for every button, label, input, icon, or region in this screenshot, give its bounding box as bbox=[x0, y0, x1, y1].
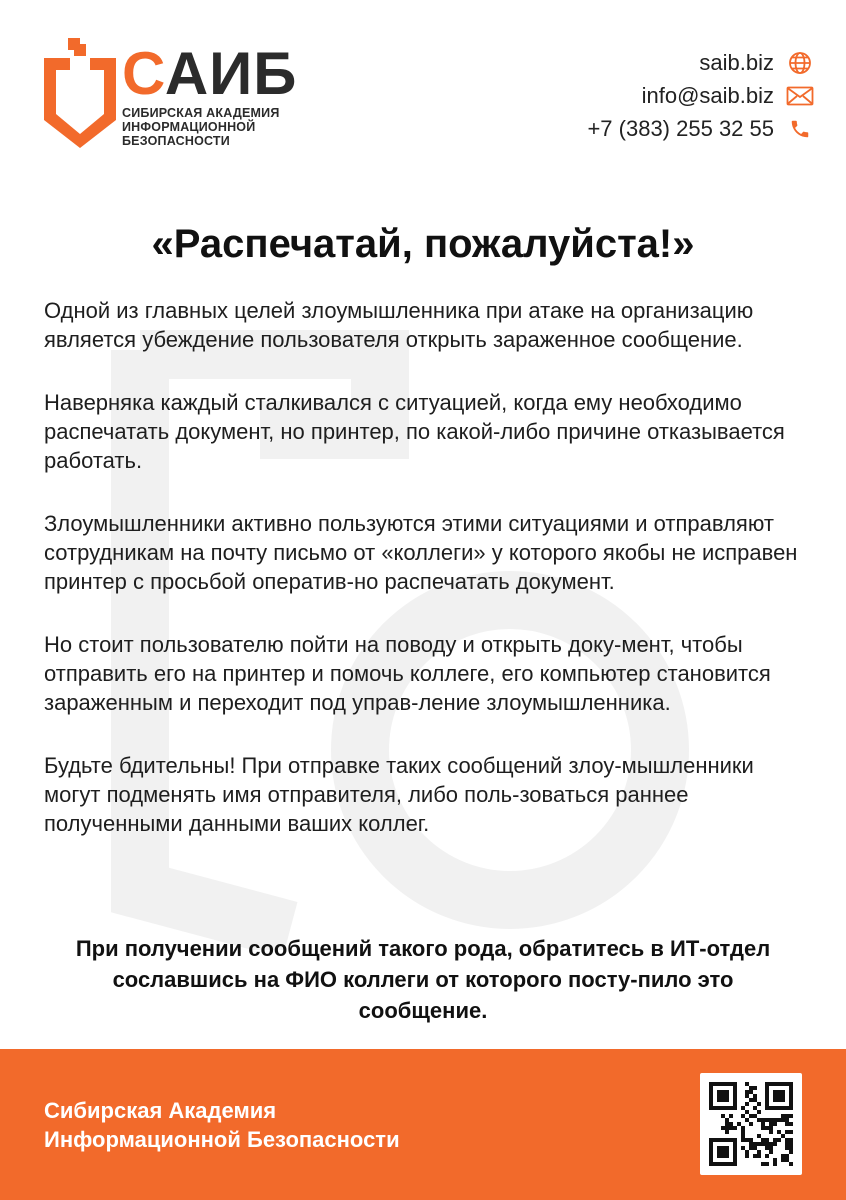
logo-subtitle-line: ИНФОРМАЦИОННОЙ bbox=[122, 120, 256, 134]
envelope-icon bbox=[786, 84, 814, 108]
phone-icon bbox=[786, 117, 814, 141]
qr-code-icon bbox=[700, 1073, 802, 1175]
contact-phone bbox=[587, 112, 814, 145]
page-title: «Распечатай, пожалуйста!» bbox=[151, 222, 695, 266]
warning-note: При получении сообщений такого рода, обратитесь в ИТ-отдел сославшись на ФИО коллеги от которого посту-пило это сообщение. bbox=[75, 936, 771, 1023]
website-link[interactable]: saib.biz bbox=[699, 49, 774, 75]
paragraph: Одной из главных целей злоумышленника при атаке на организацию является убеждение пользователя открыть зараженное сообщение. bbox=[44, 298, 754, 352]
shield-logo-icon bbox=[40, 38, 120, 150]
footer-org-name bbox=[44, 1096, 400, 1154]
contact-email bbox=[587, 79, 814, 112]
logo-letter-accent: С bbox=[122, 40, 165, 107]
phone-link[interactable]: +7 (383) 255 32 55 bbox=[587, 115, 774, 141]
globe-icon bbox=[786, 51, 814, 75]
paragraph: Злоумышленники активно пользуются этими ситуациями и отправляют сотрудникам на почту письмо от «коллеги» у которого якобы не исправен принтер с просьбой оператив-но распечатать документ. bbox=[44, 511, 798, 594]
contacts bbox=[587, 46, 814, 145]
logo-name: САИБ bbox=[122, 40, 298, 107]
paragraph: Но стоит пользователю пойти на поводу и открыть доку-мент, чтобы отправить его на принтер и помочь коллеге, его компьютер становится зараженным и переходит под управ-ление злоумышленника. bbox=[44, 632, 771, 715]
paragraph: Наверняка каждый сталкивался с ситуацией, когда ему необходимо распечатать документ, но принтер, по какой-либо причине отказывается работать. bbox=[44, 390, 785, 473]
footer bbox=[0, 1049, 846, 1200]
header bbox=[0, 0, 846, 170]
paragraph: Будьте бдительны! При отправке таких сообщений злоу-мышленники могут подменять имя отправителя, либо поль-зоваться раннее полученными данными ваших коллег. bbox=[44, 753, 754, 836]
logo-subtitle-line: БЕЗОПАСНОСТИ bbox=[122, 134, 230, 148]
contact-website bbox=[587, 46, 814, 79]
logo-subtitle-line: СИБИРСКАЯ АКАДЕМИЯ bbox=[122, 106, 280, 120]
qr-code[interactable] bbox=[700, 1073, 802, 1175]
email-link[interactable]: info@saib.biz bbox=[641, 82, 774, 108]
footer-org-line: Сибирская Академия bbox=[44, 1098, 277, 1123]
logo-subtitle bbox=[122, 106, 280, 148]
footer-org-line: Информационной Безопасности bbox=[44, 1127, 400, 1152]
article-body bbox=[44, 296, 814, 872]
